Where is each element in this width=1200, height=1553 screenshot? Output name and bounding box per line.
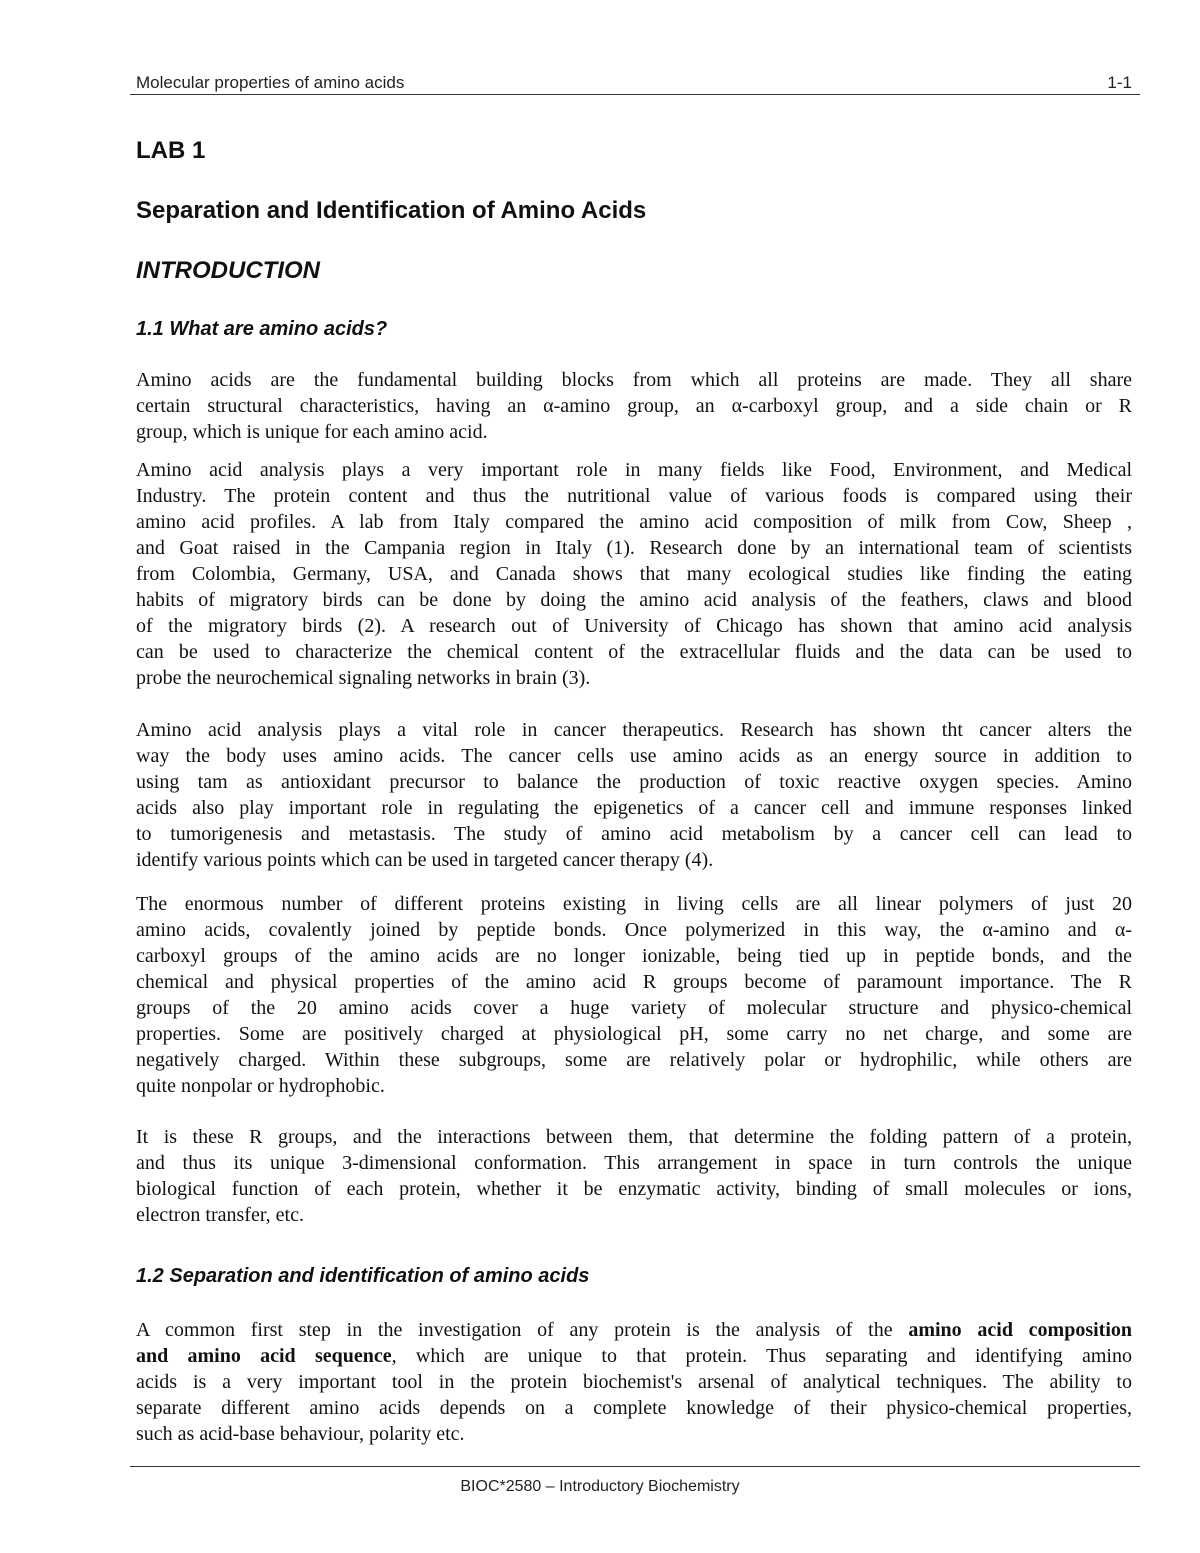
text-line (136, 821, 1132, 847)
text-line (136, 665, 1132, 691)
bold-text: and amino acid sequence (136, 1345, 392, 1367)
text-segment: negatively charged. Within these subgroups, some are relatively polar or hydrophilic, while others are (136, 1049, 1132, 1071)
text-line (136, 1317, 1132, 1343)
text-segment: using tam as antioxidant precursor to balance the production of toxic reactive oxygen species. Amino (136, 771, 1132, 793)
text-line (136, 1202, 1132, 1228)
text-segment: from Colombia, Germany, USA, and Canada shows that many ecological studies like finding the eating (136, 563, 1132, 585)
text-segment: Industry. The protein content and thus the nutritional value of various foods is compared using their (136, 485, 1132, 507)
text-line (136, 795, 1132, 821)
text-segment: The enormous number of different proteins existing in living cells are all linear polymers of just 20 (136, 893, 1132, 915)
paragraph (136, 1317, 1132, 1447)
text-segment: habits of migratory birds can be done by doing the amino acid analysis of the feathers, claws and blood (136, 589, 1132, 611)
text-line (136, 613, 1132, 639)
paragraph (136, 717, 1132, 873)
text-line (136, 891, 1132, 917)
text-segment: acids is a very important tool in the protein biochemist's arsenal of analytical techniques. The ability to (136, 1371, 1132, 1393)
text-segment: electron transfer, etc. (136, 1204, 304, 1226)
text-segment: , which are unique to that protein. Thus separating and identifying amino (391, 1345, 1132, 1367)
text-line (136, 943, 1132, 969)
text-line (136, 995, 1132, 1021)
text-segment: properties. Some are positively charged at physiological pH, some carry no net charge, and some are (136, 1023, 1132, 1045)
text-line (136, 1395, 1132, 1421)
text-segment: chemical and physical properties of the amino acid R groups become of paramount importance. The R (136, 971, 1132, 993)
text-line (136, 561, 1132, 587)
text-line (136, 1421, 1132, 1447)
text-line (136, 367, 1132, 393)
page-number: 1-1 (1107, 73, 1132, 92)
text-segment: group, which is unique for each amino acid. (136, 421, 488, 443)
text-line (136, 1150, 1132, 1176)
running-header-title: Molecular properties of amino acids (136, 73, 405, 92)
text-line (136, 917, 1132, 943)
lab-label: LAB 1 (136, 137, 206, 164)
text-segment: can be used to characterize the chemical content of the extracellular fluids and the data can be used to (136, 641, 1132, 663)
text-line (136, 1124, 1132, 1150)
text-segment: such as acid-base behaviour, polarity etc. (136, 1423, 465, 1445)
text-line (136, 1369, 1132, 1395)
text-segment: and Goat raised in the Campania region in Italy (1). Research done by an international team of scientists (136, 537, 1132, 559)
text-segment: and thus its unique 3-dimensional conformation. This arrangement in space in turn controls the unique (136, 1152, 1132, 1174)
text-line (136, 1021, 1132, 1047)
paragraph (136, 1124, 1132, 1228)
text-segment: acids also play important role in regulating the epigenetics of a cancer cell and immune responses linked (136, 797, 1132, 819)
text-line (136, 769, 1132, 795)
text-line (136, 743, 1132, 769)
text-line (136, 457, 1132, 483)
subsection-heading-1-2: 1.2 Separation and identification of amino acids (136, 1265, 590, 1287)
text-segment: amino acids, covalently joined by peptide bonds. Once polymerized in this way, the α-amino and α- (136, 919, 1132, 941)
text-segment: A common first step in the investigation of any protein is the analysis of the (136, 1319, 909, 1341)
text-segment: separate different amino acids depends on a complete knowledge of their physico-chemical properties, (136, 1397, 1132, 1419)
text-line (136, 1073, 1132, 1099)
text-line (136, 1343, 1132, 1369)
text-line (136, 1047, 1132, 1073)
text-line (136, 393, 1132, 419)
text-segment: identify various points which can be used in targeted cancer therapy (4). (136, 849, 714, 871)
text-segment: groups of the 20 amino acids cover a huge variety of molecular structure and physico-chemical (136, 997, 1132, 1019)
text-segment: to tumorigenesis and metastasis. The study of amino acid metabolism by a cancer cell can lead to (136, 823, 1132, 845)
document-title: Separation and Identification of Amino Acids (136, 197, 647, 224)
text-line (136, 587, 1132, 613)
text-segment: way the body uses amino acids. The cancer cells use amino acids as an energy source in addition to (136, 745, 1132, 767)
text-segment: carboxyl groups of the amino acids are no longer ionizable, being tied up in peptide bonds, and the (136, 945, 1132, 967)
text-segment: Amino acids are the fundamental building blocks from which all proteins are made. They all share (136, 369, 1132, 391)
text-segment: quite nonpolar or hydrophobic. (136, 1075, 385, 1097)
paragraph (136, 891, 1132, 1099)
text-line (136, 483, 1132, 509)
text-segment: It is these R groups, and the interactions between them, that determine the folding pattern of a protein, (136, 1126, 1132, 1148)
text-segment: Amino acid analysis plays a vital role in cancer therapeutics. Research has shown tht cancer alters the (136, 719, 1132, 741)
paragraph (136, 367, 1132, 445)
text-segment: amino acid profiles. A lab from Italy compared the amino acid composition of milk from Cow, Sheep , (136, 511, 1132, 533)
text-segment: certain structural characteristics, having an α-amino group, an α-carboxyl group, and a side chain or R (136, 395, 1132, 417)
bold-text: amino acid composition (908, 1319, 1132, 1341)
text-segment: biological function of each protein, whether it be enzymatic activity, binding of small molecules or ions, (136, 1178, 1132, 1200)
text-line (136, 535, 1132, 561)
section-heading-introduction: INTRODUCTION (136, 257, 320, 284)
footer-rule (130, 1466, 1140, 1467)
text-line (136, 969, 1132, 995)
paragraph (136, 457, 1132, 691)
text-segment: Amino acid analysis plays a very important role in many fields like Food, Environment, and Medical (136, 459, 1132, 481)
running-footer: BIOC*2580 – Introductory Biochemistry (460, 1478, 740, 1495)
text-segment: of the migratory birds (2). A research out of University of Chicago has shown that amino acid analysis (136, 615, 1132, 637)
header-rule (130, 94, 1140, 95)
text-line (136, 419, 1132, 445)
text-line (136, 847, 1132, 873)
subsection-heading-1-1: 1.1 What are amino acids? (136, 318, 388, 340)
text-line (136, 717, 1132, 743)
text-line (136, 1176, 1132, 1202)
text-segment: probe the neurochemical signaling networks in brain (3). (136, 667, 591, 689)
text-line (136, 509, 1132, 535)
text-line (136, 639, 1132, 665)
